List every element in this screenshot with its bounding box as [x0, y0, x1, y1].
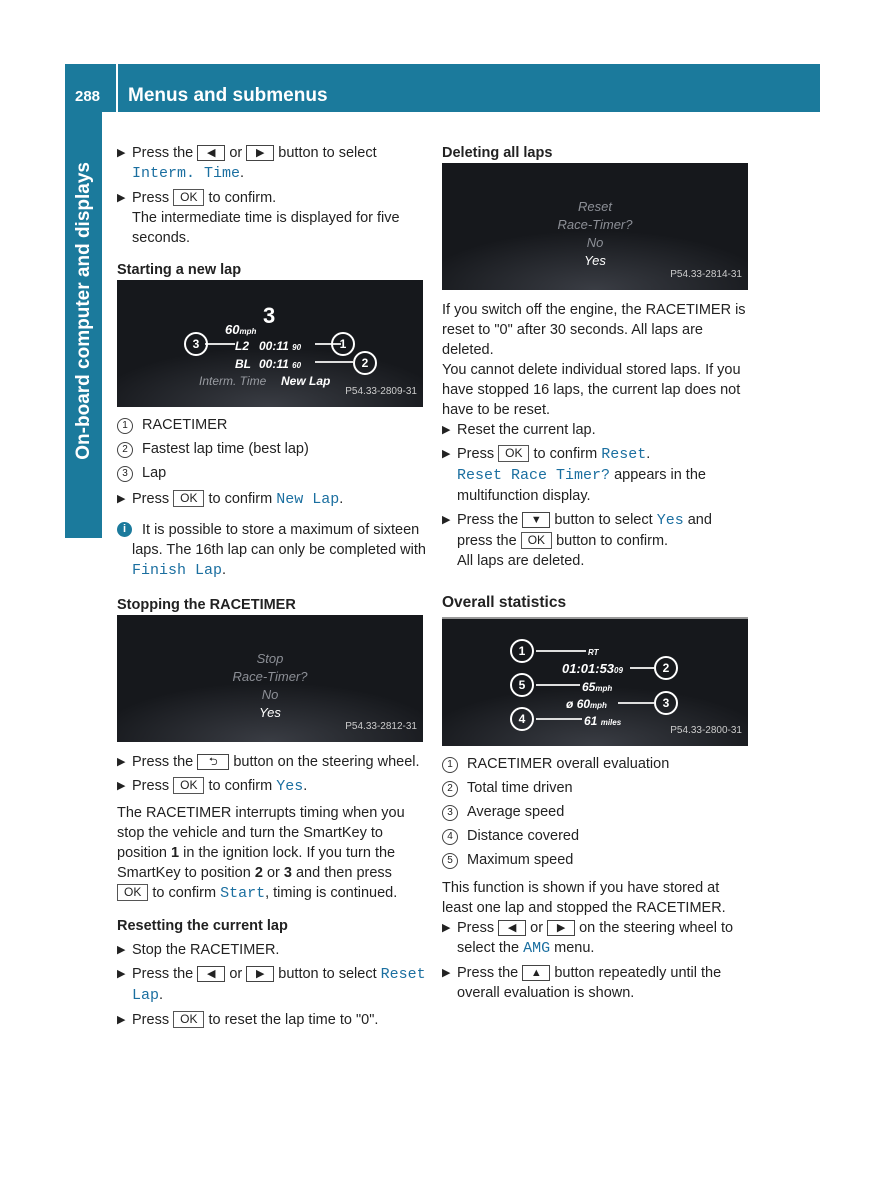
- display-distance-unit: miles: [600, 718, 622, 727]
- ok-key: OK: [173, 189, 204, 206]
- display-line: No: [586, 235, 604, 250]
- arrow-icon: ▶: [442, 922, 451, 934]
- menu-item-name: Start: [220, 885, 266, 902]
- left-column: [117, 143, 427, 1034]
- menu-item-name: Finish Lap: [132, 562, 223, 579]
- arrow-icon: ▶: [117, 756, 126, 768]
- page-number: 288: [75, 88, 101, 105]
- side-tab: [65, 112, 102, 538]
- arrow-icon: ▶: [442, 514, 451, 526]
- image-reference: P54.33-2800-31: [670, 725, 742, 736]
- step-press-back: ▶ Press the ⮌ button on the steering wheel.: [117, 754, 420, 770]
- step-text: Press: [132, 190, 170, 206]
- left-key-icon: ◀: [197, 145, 225, 161]
- step-select-reset-lap: ▶ Press the ◀ or ▶ button to select Reset Lap.: [117, 966, 426, 1004]
- step-press-up: ▶ Press the ▲ button repeatedly until the overall evaluation is shown.: [442, 965, 722, 1001]
- step-select-interm-time: ▶ Press the ◀ or ▶ button to select Interm. Time.: [117, 145, 377, 182]
- right-key-icon: ▶: [246, 966, 274, 982]
- display-average-speed: 60: [576, 697, 591, 711]
- display-selected-yes: Yes: [584, 253, 606, 268]
- ok-key: OK: [498, 445, 529, 462]
- legend-item: 4 Distance covered: [442, 826, 748, 846]
- ok-key: OK: [521, 532, 552, 549]
- step-confirm-new-lap: ▶ Press OK to confirm New Lap.: [117, 491, 344, 508]
- arrow-icon: ▶: [117, 780, 126, 792]
- display-average-symbol: ø: [566, 697, 574, 711]
- arrow-icon: ▶: [117, 192, 126, 204]
- right-column: [442, 143, 748, 1007]
- display-lap-time: 00:11: [259, 339, 289, 353]
- display-stop-timer: [117, 615, 423, 742]
- arrow-icon: ▶: [117, 968, 126, 980]
- legend-item: 1 RACETIMER overall evaluation: [442, 754, 748, 774]
- legend-item: 3 Lap: [117, 463, 427, 483]
- header-divider: [116, 64, 118, 112]
- menu-item-name: Reset Race Timer?: [457, 467, 611, 484]
- paragraph-interrupt: The RACETIMER interrupts timing when you stop the vehicle and turn the SmartKey to position 1 in the ignition lock. If you turn the SmartKey to position 2 or 3 and then press OK to confirm Start, timing is continued.: [117, 805, 405, 902]
- image-reference: P54.33-2814-31: [670, 269, 742, 280]
- display-best-lap-label: BL: [235, 357, 251, 371]
- info-icon: i: [117, 522, 132, 537]
- right-key-icon: ▶: [547, 920, 575, 936]
- arrow-icon: ▶: [117, 147, 126, 159]
- heading-new-lap: Starting a new lap: [117, 262, 242, 278]
- step-reset-lap-time: ▶ Press OK to reset the lap time to "0".: [117, 1012, 379, 1028]
- step-confirm-reset: ▶ Press OK to confirm Reset. Reset Race Timer? appears in the multifunction display.: [442, 446, 706, 504]
- display-gear: 3: [263, 303, 276, 328]
- ok-key: OK: [173, 777, 204, 794]
- arrow-icon: ▶: [442, 967, 451, 979]
- arrow-icon: ▶: [117, 944, 126, 956]
- display-max-speed-unit: mph: [595, 684, 613, 693]
- step-confirm-yes: ▶ Press OK to confirm Yes.: [117, 778, 308, 795]
- display-max-speed: 65: [582, 680, 596, 694]
- display-lap-label: L2: [235, 339, 250, 353]
- legend-item: 2 Total time driven: [442, 778, 748, 798]
- menu-item-name: Yes: [276, 778, 304, 795]
- display-reset-timer: [442, 163, 748, 290]
- arrow-icon: ▶: [117, 1014, 126, 1026]
- menu-item-name: AMG: [523, 940, 551, 957]
- display-selected-yes: Yes: [259, 705, 281, 720]
- display-total-time-hundredths: 09: [614, 666, 623, 675]
- back-key-icon: ⮌: [197, 754, 229, 770]
- arrow-icon: ▶: [442, 424, 451, 436]
- legend-item: 1 RACETIMER: [117, 415, 427, 435]
- ok-key: OK: [173, 1011, 204, 1028]
- step-text: button to select: [278, 145, 377, 161]
- step-confirm: [117, 188, 427, 248]
- display-overall-statistics: [442, 619, 748, 746]
- callout-3: 3: [654, 691, 678, 715]
- display-line: Race-Timer?: [232, 669, 308, 684]
- info-note: i It is possible to store a maximum of sixteen laps. The 16th lap can only be completed with Finish Lap.: [117, 520, 427, 581]
- step-text: to confirm.: [208, 190, 277, 206]
- ok-key: OK: [173, 490, 204, 507]
- arrow-icon: ▶: [117, 493, 126, 505]
- page-header: [65, 64, 820, 112]
- image-reference: P54.33-2809-31: [345, 386, 417, 397]
- callout-1: 1: [331, 332, 355, 356]
- side-tab-label: On-board computer and displays: [73, 162, 94, 460]
- paragraph-laps-info: You cannot delete individual stored laps. If you have stopped 16 laps, the current lap does not have to be reset.: [442, 362, 741, 418]
- step-text: or: [229, 145, 243, 161]
- heading-stopping: Stopping the RACETIMER: [117, 597, 296, 613]
- display-lap-hundredths: 90: [292, 343, 302, 352]
- display-line: Reset: [578, 199, 612, 214]
- menu-item-name: Yes: [656, 512, 684, 529]
- callout-2: 2: [654, 656, 678, 680]
- step-reset-current-lap: ▶ Reset the current lap.: [442, 422, 596, 438]
- legend-item: 2 Fastest lap time (best lap): [117, 439, 427, 459]
- arrow-icon: ▶: [442, 448, 451, 460]
- step-stop-racetimer: ▶ Stop the RACETIMER.: [117, 942, 280, 958]
- image-reference: P54.33-2812-31: [345, 721, 417, 732]
- display-total-time: 01:01:53: [562, 661, 615, 676]
- display-line: Race-Timer?: [557, 217, 633, 232]
- right-key-icon: ▶: [246, 145, 274, 161]
- section-title: Menus and submenus: [128, 85, 328, 106]
- step-result: The intermediate time is displayed for five seconds.: [132, 210, 400, 246]
- down-key-icon: ▼: [522, 512, 550, 528]
- menu-item-name: New Lap: [276, 491, 340, 508]
- display-rt-label: RT: [588, 648, 599, 657]
- step-select-yes: ▶ Press the ▼ button to select Yes and press the OK button to confirm. All laps are deleted.: [442, 512, 712, 569]
- display-line: Stop: [256, 651, 284, 666]
- display-average-speed-unit: mph: [590, 701, 607, 710]
- legend-item: 5 Maximum speed: [442, 850, 748, 870]
- menu-item-name: Reset: [601, 446, 647, 463]
- heading-reset-lap: Resetting the current lap: [117, 918, 288, 934]
- display-best-lap-time: 00:11: [259, 357, 289, 371]
- left-key-icon: ◀: [197, 966, 225, 982]
- ok-key: OK: [117, 884, 148, 901]
- step-text: Press the: [132, 145, 194, 161]
- display-menu-new-lap: New Lap: [281, 374, 331, 388]
- step-select-amg: ▶ Press ◀ or ▶ on the steering wheel to select the AMG menu.: [442, 920, 734, 957]
- callout-5: 5: [510, 673, 534, 697]
- display-best-lap-hundredths: 60: [292, 361, 302, 370]
- display-new-lap: [117, 280, 423, 407]
- legend-item: 3 Average speed: [442, 802, 748, 822]
- display-distance: 61: [584, 714, 598, 728]
- paragraph-function-info: This function is shown if you have stored at least one lap and stopped the RACETIMER.: [442, 880, 726, 916]
- display-menu-interm-time: Interm. Time: [199, 374, 267, 388]
- display-speed-unit: mph: [239, 327, 257, 336]
- display-line: No: [261, 687, 279, 702]
- left-key-icon: ◀: [498, 920, 526, 936]
- callout-1: 1: [510, 639, 534, 663]
- display-speed: 60: [225, 322, 240, 337]
- heading-overall-statistics: Overall statistics: [442, 593, 748, 619]
- callout-3: 3: [184, 332, 208, 356]
- callout-4: 4: [510, 707, 534, 731]
- paragraph-reset-info: If you switch off the engine, the RACETIMER is reset to "0" after 30 seconds. All laps are deleted.: [442, 302, 746, 358]
- menu-item-name: Interm. Time: [132, 165, 241, 182]
- callout-2: 2: [353, 351, 377, 375]
- menu-item-name: Reset Lap: [132, 966, 426, 1004]
- up-key-icon: ▲: [522, 965, 550, 981]
- heading-deleting: Deleting all laps: [442, 145, 553, 161]
